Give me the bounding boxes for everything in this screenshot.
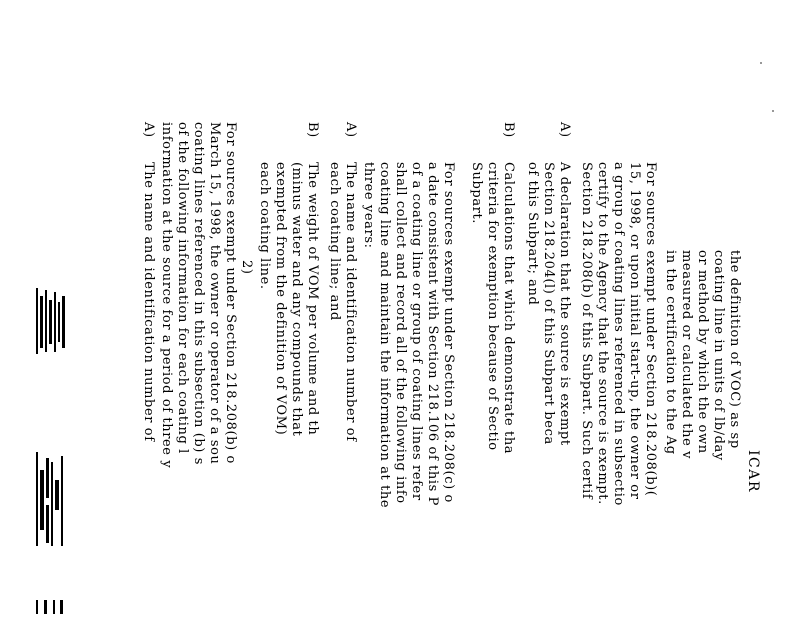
barcode-bar xyxy=(62,296,65,348)
barcode-bar xyxy=(54,292,56,352)
text-line: March 15, 1998, the owner or operator of a sou xyxy=(207,122,222,465)
text-line: each coating line. xyxy=(257,162,272,290)
barcode-bar xyxy=(60,600,63,614)
list-marker: A) xyxy=(557,122,572,138)
text-line: in the certification to the Ag xyxy=(663,250,678,455)
barcode-bar xyxy=(44,600,47,614)
header-label: ICAR xyxy=(745,450,761,493)
barcode-bar xyxy=(46,458,49,498)
text-line: For sources exempt under Section 218.208(b) o xyxy=(223,122,238,464)
scan-speck xyxy=(772,110,774,112)
text-line: the definition of VOC) as sp xyxy=(727,250,742,449)
text-line: coating lines referenced in this subsection (b) s xyxy=(191,122,206,465)
text-line: or method by which the own xyxy=(695,250,710,454)
text-line: three years: xyxy=(361,162,376,249)
list-marker: B) xyxy=(305,122,320,138)
barcode-bar xyxy=(58,302,60,342)
text-line: The name and identification number of xyxy=(141,162,156,442)
text-line: of the following information for each coating l xyxy=(175,122,190,454)
text-line: Section 218.208(b) of this Subpart. Such certif xyxy=(579,162,594,500)
text-line: measured or calculated the v xyxy=(679,250,694,460)
text-line: For sources exempt under Section 218.208(c) o xyxy=(441,162,456,503)
text-line: coating line and maintain the information at the xyxy=(377,162,392,509)
barcode-bar xyxy=(46,505,49,543)
text-line: Subpart. xyxy=(469,162,484,225)
barcode-bar xyxy=(61,456,63,546)
barcode-bar xyxy=(36,288,38,354)
text-line: information at the source for a period of three y xyxy=(159,122,174,469)
text-line: shall collect and record all of the following info xyxy=(393,162,408,504)
scan-speck xyxy=(760,62,762,64)
text-line: (minus water and any compounds that xyxy=(289,162,304,437)
text-line: Section 218.204(l) of this Subpart beca xyxy=(541,162,556,445)
text-line: coating line in units of lb/day xyxy=(711,250,726,461)
text-line: The name and identification number of xyxy=(343,162,358,442)
text-line: a date consistent with Section 218.106 of this P xyxy=(425,162,440,507)
page-number: 2) xyxy=(239,260,254,275)
barcode-bar xyxy=(36,600,38,614)
barcode-bar xyxy=(40,296,43,348)
barcode-bar xyxy=(53,600,55,614)
text-line: 15, 1998, or upon initial start-up, the owner or xyxy=(627,162,642,500)
text-line: A declaration that the source is exempt xyxy=(557,162,572,446)
text-line: Calculations that which demonstrate tha xyxy=(501,162,516,455)
list-marker: A) xyxy=(141,122,156,138)
list-marker: B) xyxy=(501,122,516,138)
barcode-bar xyxy=(55,480,59,510)
barcode-bar xyxy=(36,452,38,546)
text-line: a group of coating lines referenced in subsectio xyxy=(611,162,626,506)
list-marker: A) xyxy=(343,122,358,138)
text-line: each coating line; and xyxy=(327,162,342,321)
barcode-bar xyxy=(51,462,53,546)
barcode-bar xyxy=(49,300,52,344)
text-line: of a coating line or group of coating lines refer xyxy=(409,162,424,501)
barcode-bar xyxy=(45,290,47,352)
text-line: For sources exempt under Section 218.208(b)( xyxy=(643,162,658,497)
text-line: criteria for exemption because of Sectio xyxy=(485,162,500,451)
text-line: of this Subpart; and xyxy=(525,162,540,306)
barcode-bar xyxy=(40,470,44,530)
text-line: certify to the Agency that the source is exempt. xyxy=(595,162,610,505)
text-line: exempted from the definition of VOM) xyxy=(273,162,288,436)
text-line: The weight of VOM per volume and th xyxy=(305,162,320,436)
